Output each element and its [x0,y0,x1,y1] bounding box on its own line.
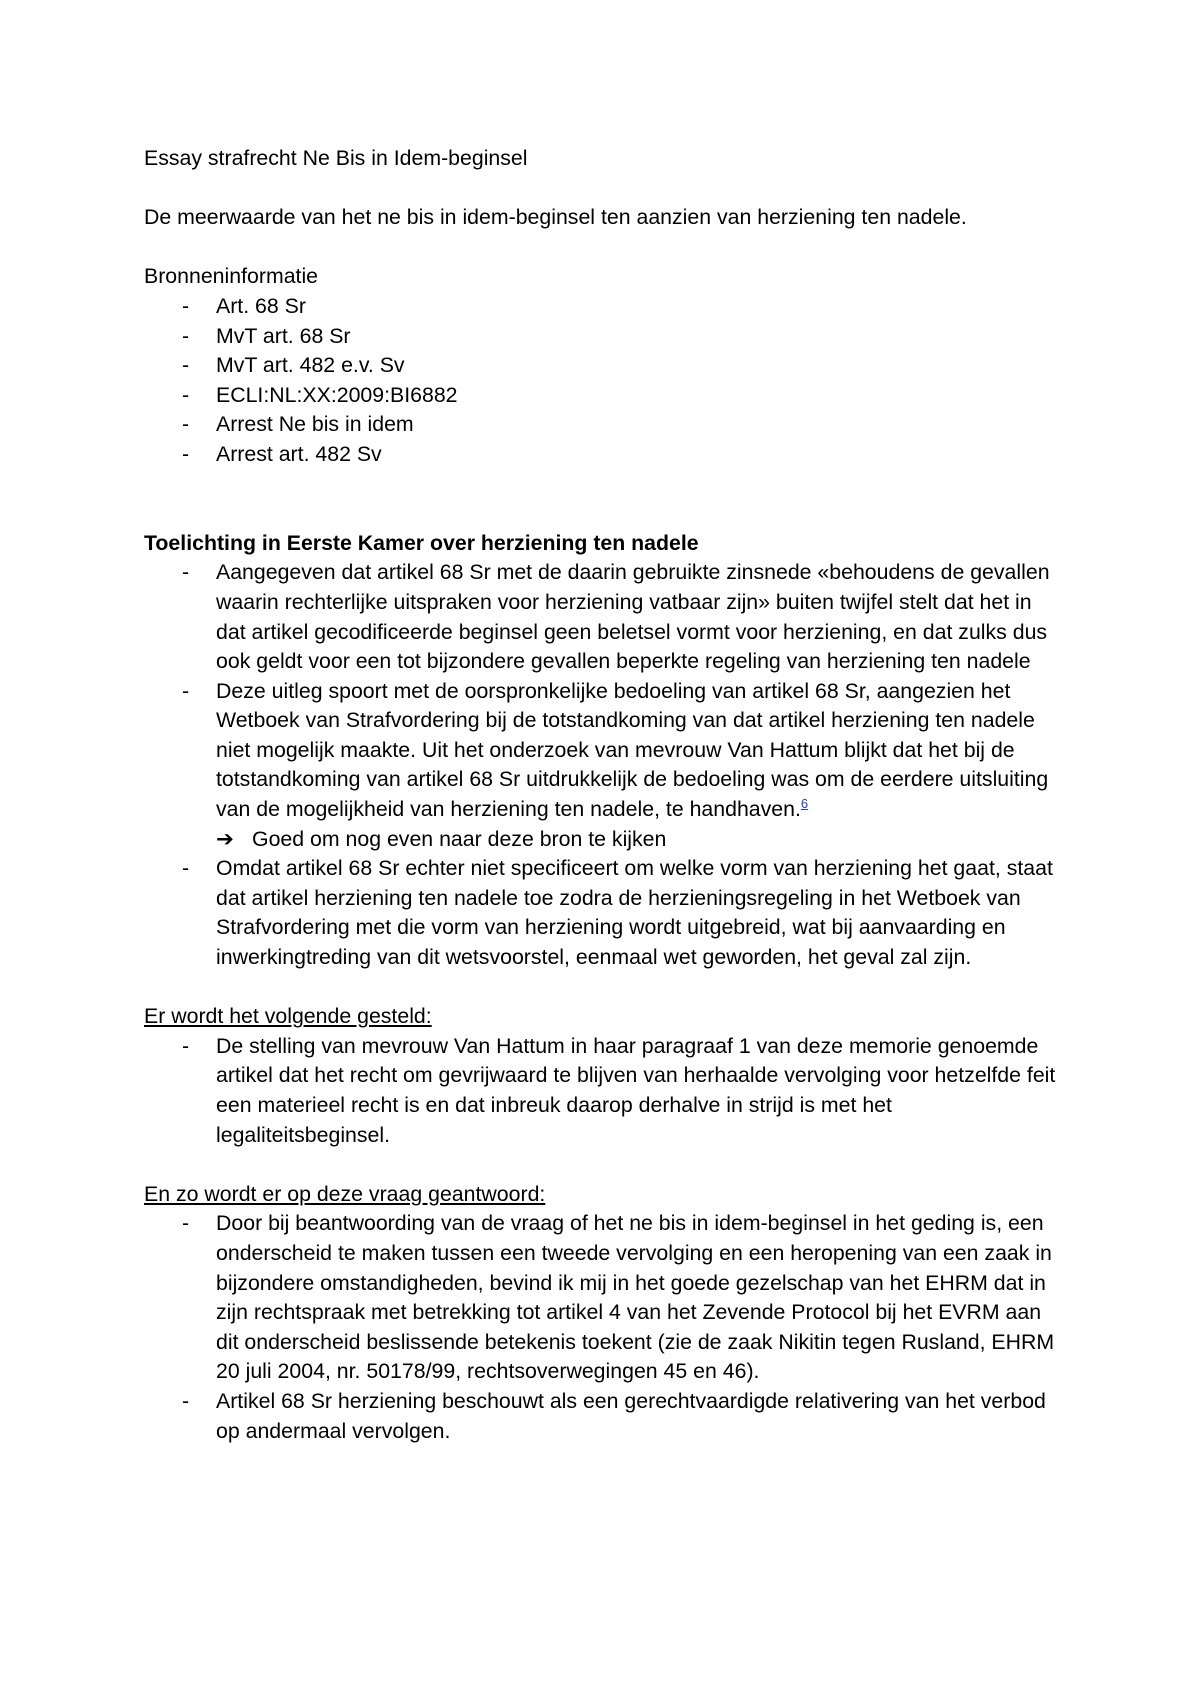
section-heading-gesteld: Er wordt het volgende gesteld: [144,1004,432,1029]
list-item: - Artikel 68 Sr herziening beschouwt als een gerechtvaardigde relativering van het verbod op andermaal vervolgen. [144,1387,1064,1446]
source-item: - MvT art. 482 e.v. Sv [144,351,1064,381]
sources-heading: Bronneninformatie [144,264,319,289]
footnote-link[interactable]: 6 [800,795,809,811]
source-item: - ECLI:NL:XX:2009:BI6882 [144,381,1064,411]
section-heading-geantwoord: En zo wordt er op deze vraag geantwoord: [144,1181,546,1206]
section-list-gesteld [144,1032,1064,1150]
arrow-note-text: Goed om nog even naar deze bron te kijken [252,826,667,851]
source-item: - Arrest Ne bis in idem [144,410,1064,440]
arrow-note [216,825,1064,855]
list-item: - Aangegeven dat artikel 68 Sr met de daarin gebruikte zinsnede «behoudens de gevallen waarin rechterlijke uitspraken voor herziening vatbaar zijn» buiten twijfel stelt dat het in dat artikel gecodificeerde beginsel geen beletsel vormt voor herziening, en dat zulks dus ook geldt voor een tot bijzondere gevallen beperkte regeling van herziening ten nadele [144,558,1064,676]
list-item: - Door bij beantwoording van de vraag of het ne bis in idem-beginsel in het geding is, een onderscheid te maken tussen een tweede vervolging en een heropening van een zaak in bijzondere omstandigheden, bevind ik mij in het goede gezelschap van het EHRM dat in zijn rechtspraak met betrekking tot artikel 4 van het Zevende Protocol bij het EVRM aan dit onderscheid beslissende betekenis toekent (zie de zaak Nikitin tegen Rusland, EHRM 20 juli 2004, nr. 50178/99, rechtsoverwegingen 45 en 46). [144,1209,1064,1387]
list-item [144,677,1064,855]
sources-list [144,292,1064,470]
list-item-text: Deze uitleg spoort met de oorspronkelijke bedoeling van artikel 68 Sr, aangezien het Wetboek van Strafvordering bij de totstandkoming van dat artikel herziening ten nadele niet mogelijk maakte. Uit het onderzoek van mevrouw Van Hattum blijkt dat het bij de totstandkoming van artikel 68 Sr uitdrukkelijk de bedoeling was om de eerdere uitsluiting van de mogelijkheid van herziening ten nadele, te handhaven. [216,678,1049,822]
source-item: - Arrest art. 482 Sv [144,440,1064,470]
list-item: - Omdat artikel 68 Sr echter niet specificeert om welke vorm van herziening het gaat, staat dat artikel herziening ten nadele toe zodra de herzieningsregeling in het Wetboek van Strafvordering met die vorm van herziening wordt uitgebreid, wat bij aanvaarding en inwerkingtreding van dit wetsvoorstel, eenmaal wet geworden, het geval zal zijn. [144,854,1064,972]
source-item: - Art. 68 Sr [144,292,1064,322]
document-subtitle: De meerwaarde van het ne bis in idem-beginsel ten aanzien van herziening ten nadele. [144,205,967,230]
list-item: - De stelling van mevrouw Van Hattum in haar paragraaf 1 van deze memorie genoemde artikel dat het recht om gevrijwaard te blijven van herhaalde vervolging voor hetzelfde feit een materieel recht is en dat inbreuk daarop derhalve in strijd is met het legaliteitsbeginsel. [144,1032,1064,1150]
document-page [144,144,1064,1446]
document-title: Essay strafrecht Ne Bis in Idem-beginsel [144,146,528,170]
source-item: - MvT art. 68 Sr [144,322,1064,352]
arrow-right-icon: ➔ [216,826,234,851]
section-list-geantwoord [144,1209,1064,1446]
section-list-eerste-kamer [144,558,1064,972]
section-heading-eerste-kamer: Toelichting in Eerste Kamer over herziening ten nadele [144,530,699,555]
